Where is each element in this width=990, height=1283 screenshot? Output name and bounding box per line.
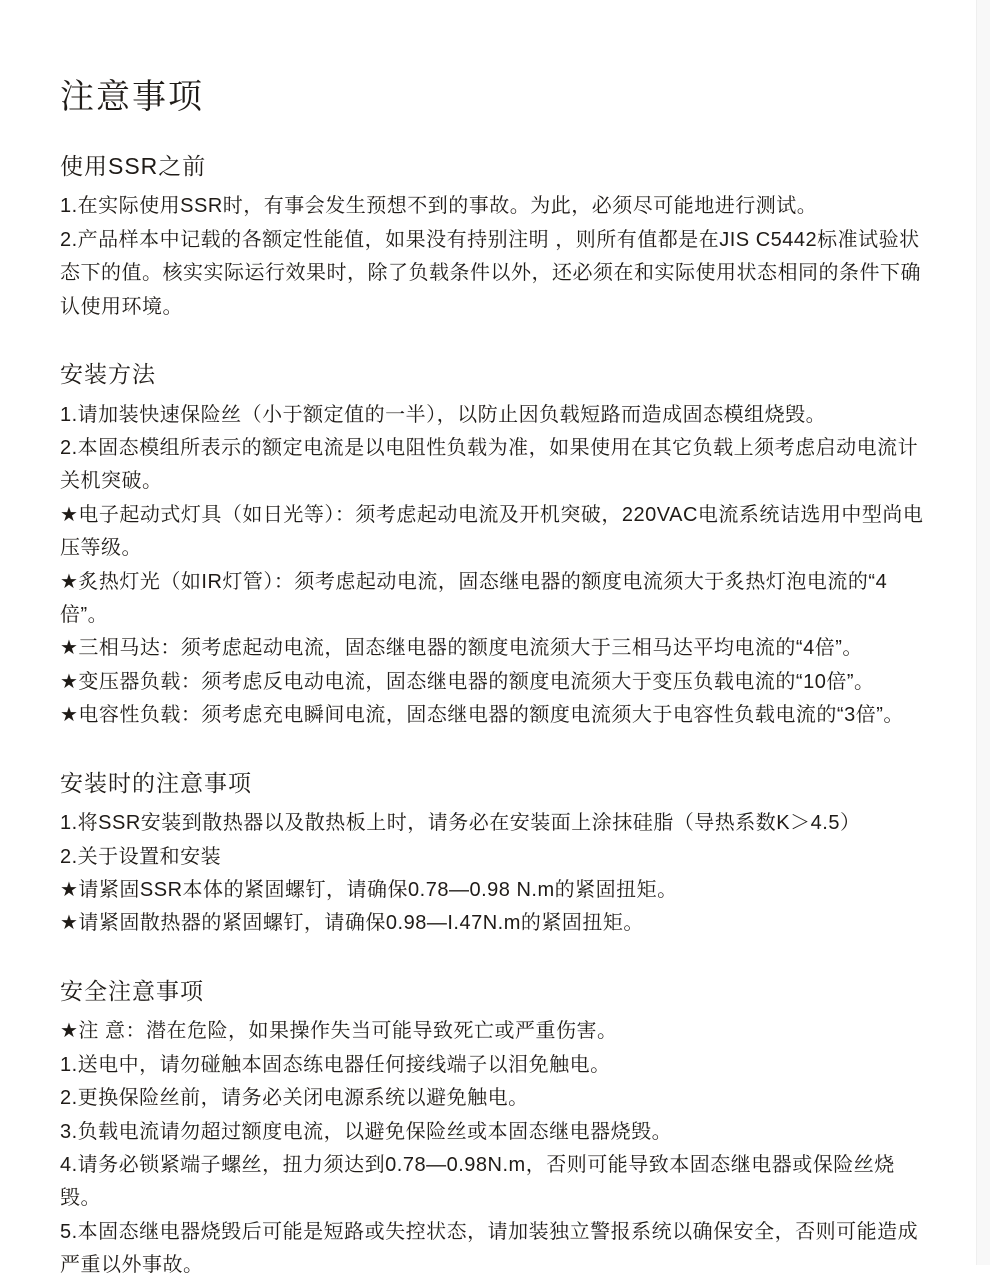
page-edge-strip	[976, 0, 990, 1265]
paragraph: 2.更换保险丝前，请务必关闭电源系统以避免触电。	[60, 1087, 529, 1110]
doc-section	[60, 361, 925, 733]
paragraph: ★电容性负载：须考虑充电瞬间电流，固态继电器的额度电流须大于电容性负载电流的“3倍”。	[60, 704, 904, 727]
section-heading: 安装方法	[60, 360, 156, 387]
paragraph: 1.送电中，请勿碰触本固态练电器任何接线端子以泪免触电。	[60, 1053, 611, 1076]
paragraph: ★电子起动式灯具（如日光等）：须考虑起动电流及开机突破，220VAC电流系统诘选用中型尚电压等级。	[60, 503, 924, 560]
paragraph: 1.在实际使用SSR时，有事会发生预想不到的事故。为此，必须尽可能地进行测试。	[60, 195, 818, 218]
doc-section	[60, 770, 925, 941]
paragraph: ★注 意：潜在危险，如果操作失当可能导致死亡或严重伤害。	[60, 1020, 618, 1043]
paragraph: 2.产品样本中记载的各额定性能值，如果没有持别注明 ，则所有值都是在JIS C5442标准试验状态下的值。核实实际运行效果时，除了负载条件以外，还必须在和实际使用状态相同的条件下确认使用环境。	[60, 228, 921, 318]
paragraph: 2.本固态模组所表示的额定电流是以电阻性负载为准，如果使用在其它负载上须考虑启动电流计关机突破。	[60, 436, 919, 493]
paragraph: 1.请加装快速保险丝（小于额定值的一半），以防止因负载短路而造成固态模组烧毁。	[60, 403, 827, 426]
paragraph: 4.请务必锁紧端子螺丝，扭力须达到0.78—0.98N.m，否则可能导致本固态继电器或保险丝烧毁。	[60, 1154, 895, 1210]
section-heading: 安全注意事项	[60, 977, 204, 1004]
paragraph: 5.本固态继电器烧毁后可能是短路或失控状态，请加装独立警报系统以确保安全，否则可能造成严重以外事故。	[60, 1220, 919, 1277]
paragraph: ★炙热灯光（如IR灯管）：须考虑起动电流，固态继电器的额度电流须大于炙热灯泡电流的“4倍”。	[60, 570, 888, 626]
paragraph: ★变压器负载：须考虑反电动电流，固态继电器的额度电流须大于变压负载电流的“10倍”。	[60, 670, 875, 693]
doc-section	[60, 153, 925, 324]
paragraph: ★请紧固散热器的紧固螺钉，请确保0.98—I.47N.m的紧固扭矩。	[60, 912, 644, 935]
section-heading: 使用SSR之前	[60, 152, 207, 179]
paragraph: 2.关于设置和安装	[60, 845, 222, 868]
paragraph: 1.将SSR安装到散热器以及散热板上时，请务必在安装面上涂抹硅脂（导热系数K＞4.5）	[60, 812, 861, 835]
page-title: 注意事项	[60, 78, 204, 116]
doc-section	[60, 978, 925, 1283]
paragraph: 3.负载电流请勿超过额度电流，以避免保险丝或本固态继电器烧毁。	[60, 1120, 673, 1143]
section-heading: 安装时的注意事项	[60, 769, 252, 796]
paragraph: ★三相马达：须考虑起动电流，固态继电器的额度电流须大于三相马达平均电流的“4倍”。	[60, 637, 863, 660]
sections-container	[60, 153, 925, 1283]
paragraph: ★请紧固SSR本体的紧固螺钉，请确保0.78—0.98 N.m的紧固扭矩。	[60, 878, 678, 901]
